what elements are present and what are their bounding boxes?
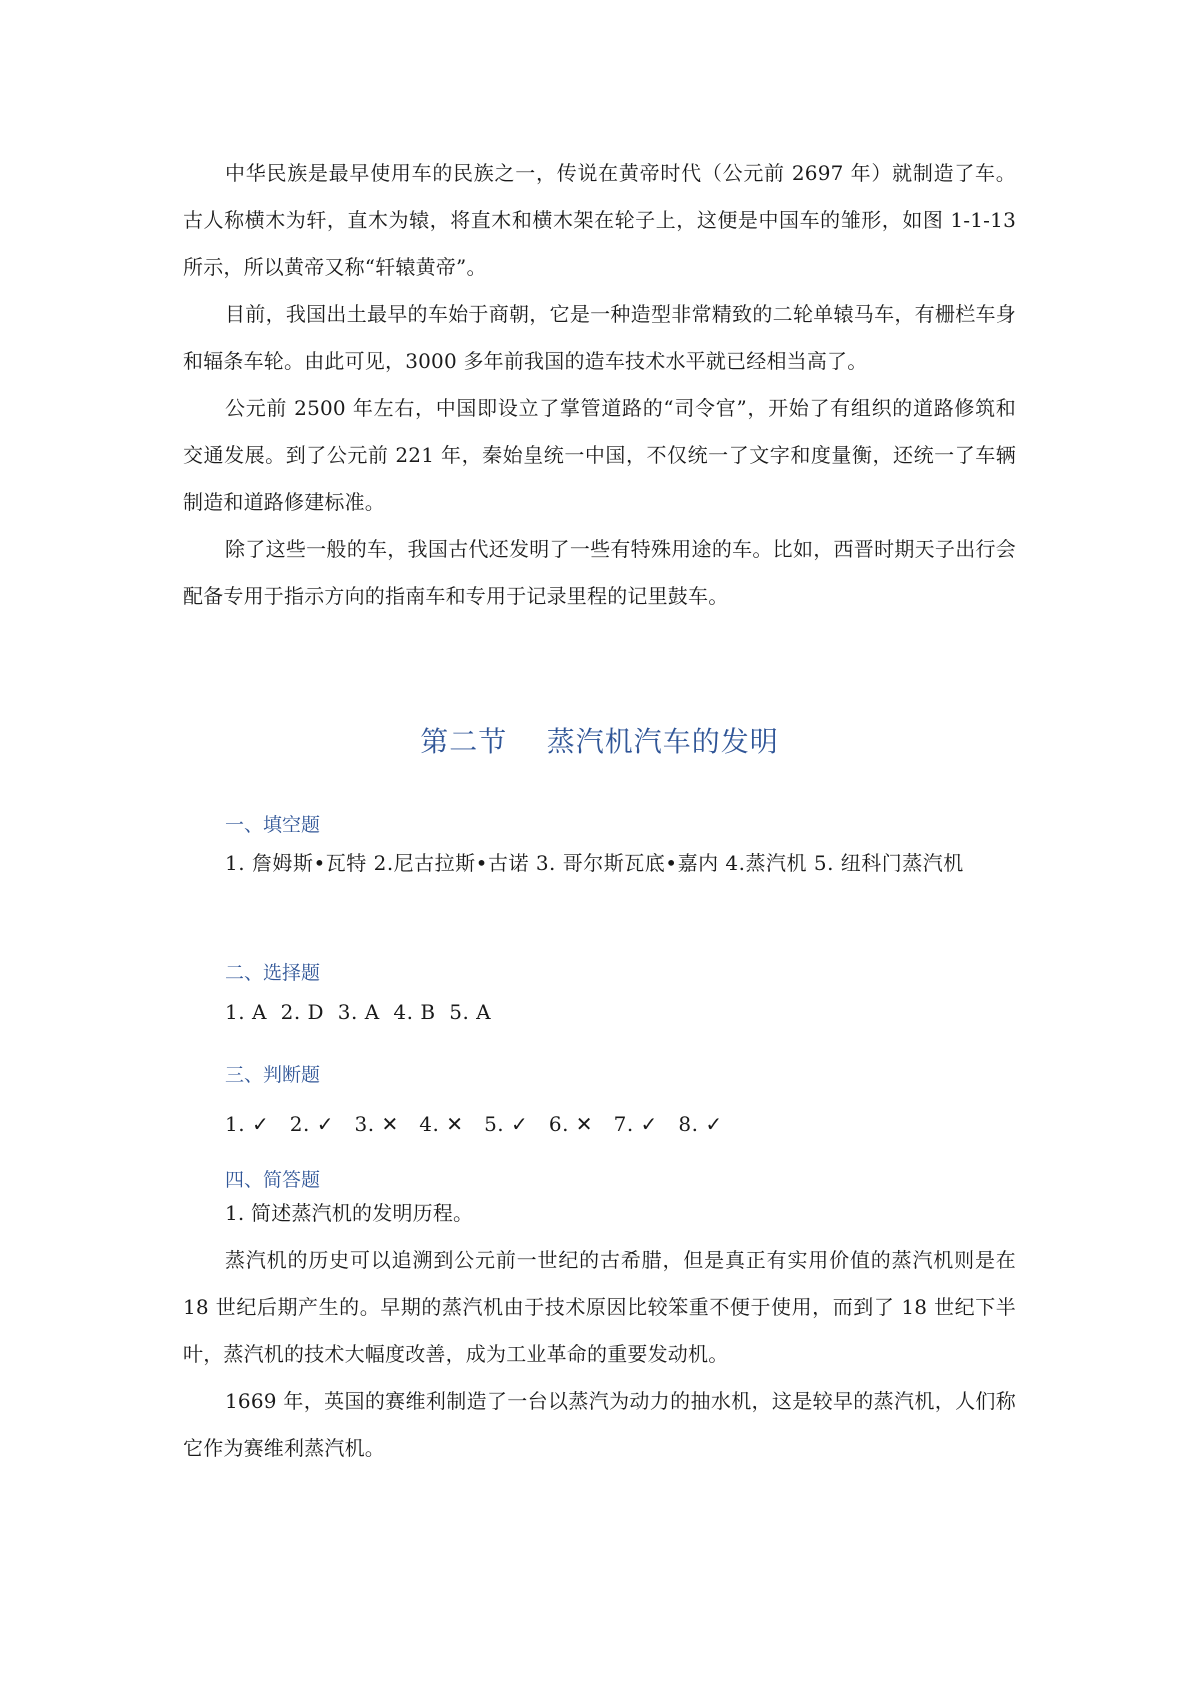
true-false-section [183, 1060, 1016, 1087]
multiple-choice-answers-block [183, 1000, 1016, 1024]
fill-blank-answers: 1. 詹姆斯•瓦特 2.尼古拉斯•古诺 3. 哥尔斯瓦底•嘉内 4.蒸汽机 5. 纽科门蒸汽机 [225, 851, 964, 875]
intro-paragraph: 公元前 2500 年左右，中国即设立了掌管道路的“司令官”，开始了有组织的道路修筑和交通发展。到了公元前 221 年，秦始皇统一中国，不仅统一了文字和度量衡，还统一了车辆制造和道路修建标准。 [183, 396, 1016, 514]
short-answer-question: 1. 简述蒸汽机的发明历程。 [225, 1201, 474, 1225]
true-false-answers: 1. ✓ 2. ✓ 3. ✕ 4. ✕ 5. ✓ 6. ✕ 7. ✓ 8. ✓ [225, 1112, 723, 1136]
short-answer-heading: 四、简答题 [225, 1169, 321, 1191]
true-false-answers-block [183, 1112, 1016, 1136]
fill-blank-section [183, 810, 1016, 837]
fill-blank-answers-block [183, 840, 1016, 887]
intro-section [183, 150, 1016, 620]
fill-blank-heading: 一、填空题 [225, 814, 321, 836]
short-answer-paragraph: 蒸汽机的历史可以追溯到公元前一世纪的古希腊，但是真正有实用价值的蒸汽机则是在 18 世纪后期产生的。早期的蒸汽机由于技术原因比较笨重不便于使用，而到了 18 世纪下半叶，蒸汽机的技术大幅度改善，成为工业革命的重要发动机。 [183, 1248, 1016, 1366]
short-answer-body [183, 1190, 1016, 1472]
short-answer-section [183, 1165, 1016, 1192]
intro-paragraph: 中华民族是最早使用车的民族之一，传说在黄帝时代（公元前 2697 年）就制造了车。古人称横木为轩，直木为辕，将直木和横木架在轮子上，这便是中国车的雏形，如图 1-1-13 所示，所以黄帝又称“轩辕黄帝”。 [183, 161, 1016, 279]
multiple-choice-answers: 1. A 2. D 3. A 4. B 5. A [225, 1000, 492, 1024]
section-title: 第二节 蒸汽机汽车的发明 [420, 725, 779, 758]
intro-paragraph: 目前，我国出土最早的车始于商朝，它是一种造型非常精致的二轮单辕马车，有栅栏车身和辐条车轮。由此可见，3000 多年前我国的造车技术水平就已经相当高了。 [183, 302, 1016, 373]
multiple-choice-section [183, 958, 1016, 985]
short-answer-paragraph: 1669 年，英国的赛维利制造了一台以蒸汽为动力的抽水机，这是较早的蒸汽机，人们称它作为赛维利蒸汽机。 [183, 1389, 1016, 1460]
true-false-heading: 三、判断题 [225, 1064, 321, 1086]
multiple-choice-heading: 二、选择题 [225, 962, 321, 984]
intro-paragraph: 除了这些一般的车，我国古代还发明了一些有特殊用途的车。比如，西晋时期天子出行会配备专用于指示方向的指南车和专用于记录里程的记里鼓车。 [183, 537, 1016, 608]
